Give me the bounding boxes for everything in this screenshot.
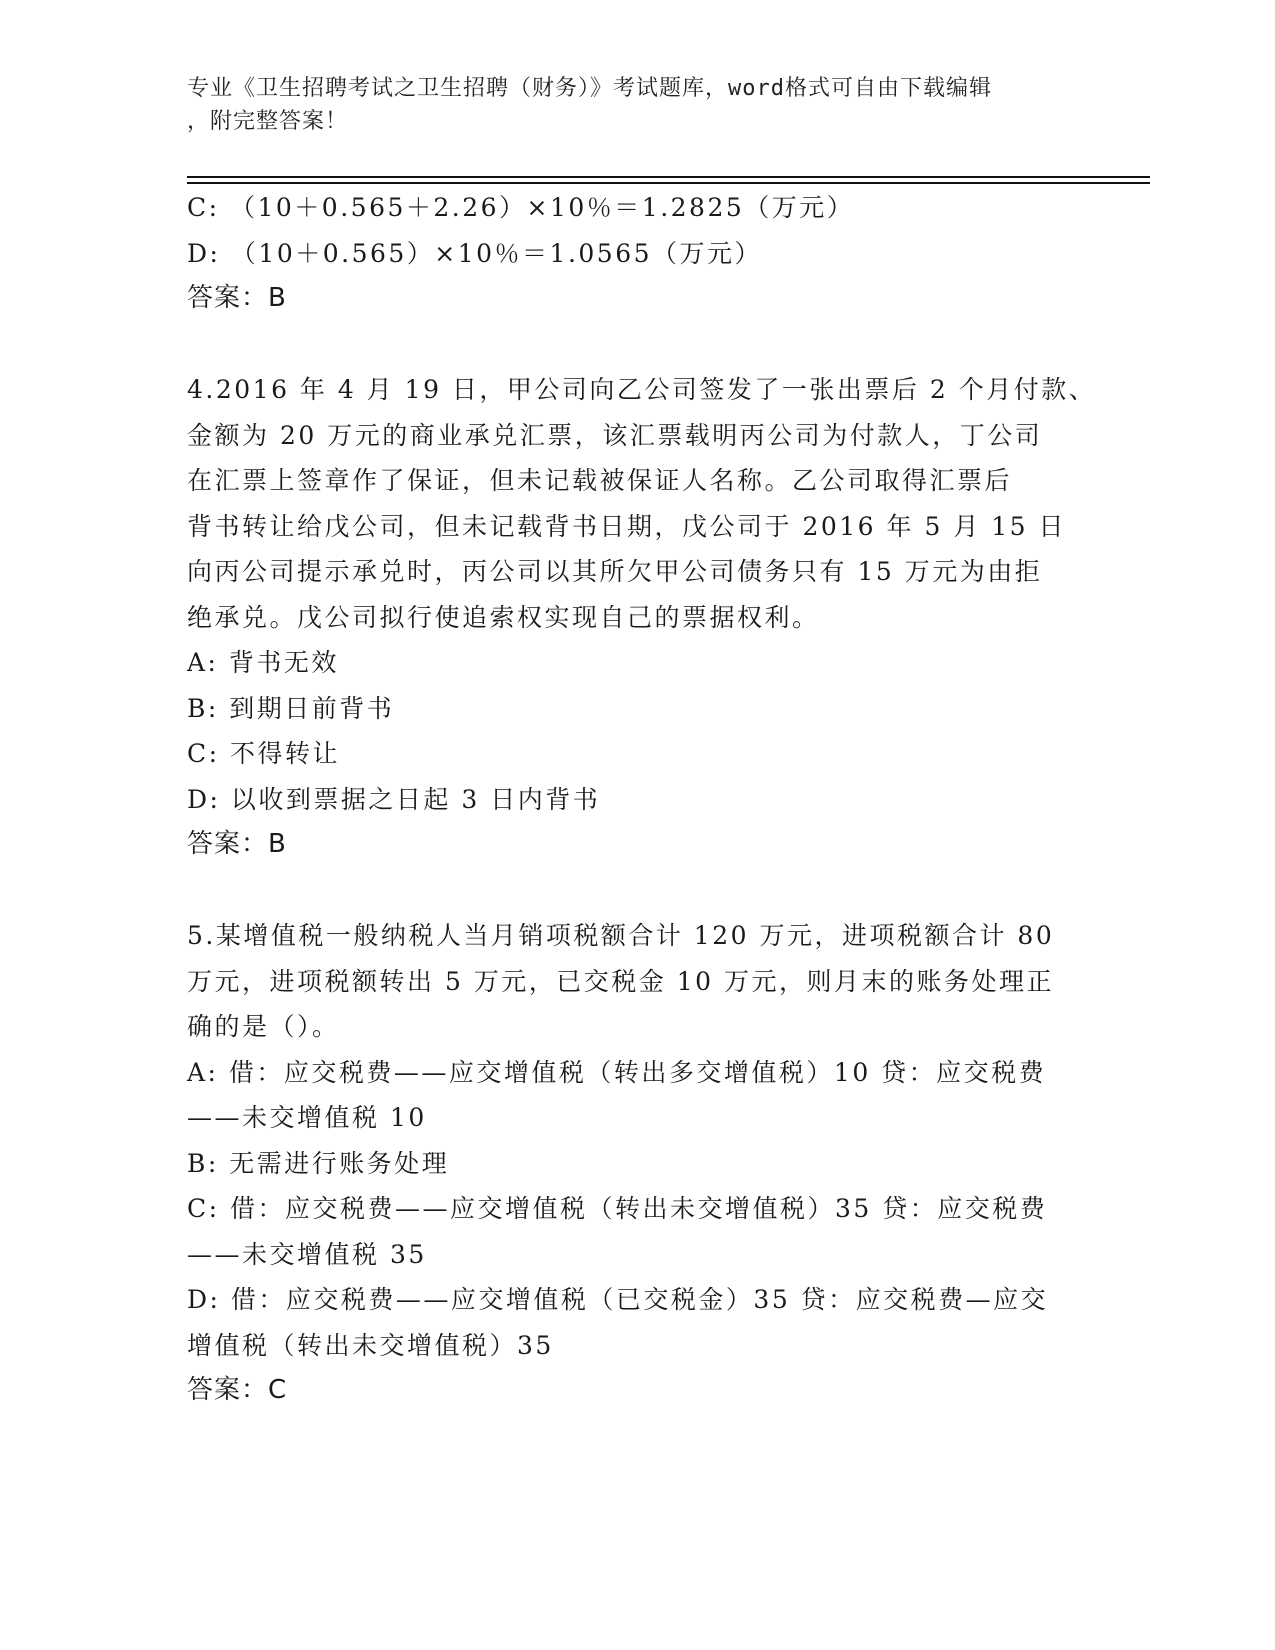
q5-stem-line: 5.某增值税一般纳税人当月销项税额合计 120 万元，进项税额合计 80 xyxy=(187,921,1055,950)
header-title-line-2: ，附完整答案！ xyxy=(187,109,349,134)
q4-stem-line: 背书转让给戊公司，但未记载背书日期，戊公司于 2016 年 5 月 15 日 xyxy=(187,511,1067,541)
question-3 xyxy=(187,185,1087,322)
header-divider-bottom xyxy=(187,182,1150,184)
q5-option-c: C: 借：应交税费——应交增值税（转出未交增值税）35 贷：应交税费 xyxy=(187,1194,1048,1223)
q4-option-c: C: 不得转让 xyxy=(187,739,340,768)
header-title-line-1: 专业《卫生招聘考试之卫生招聘（财务）》考试题库，word格式可自由下载编辑 xyxy=(187,76,992,101)
q4-option-d: D: 以收到票据之日起 3 日内背书 xyxy=(187,784,601,814)
q5-option-a: A: 借：应交税费——应交增值税（转出多交增值税）10 贷：应交税费 xyxy=(187,1057,1047,1087)
q4-option-b: B: 到期日前背书 xyxy=(187,693,395,723)
q4-stem-line: 4.2016 年 4 月 19 日，甲公司向乙公司签发了一张出票后 2 个月付款、 xyxy=(187,375,1097,404)
q4-option-a: A: 背书无效 xyxy=(187,648,339,677)
q5-stem-line: 确的是（）。 xyxy=(187,1012,340,1041)
q3-option-c: C: （10＋0.565＋2.26）×10％＝1.2825（万元） xyxy=(187,193,855,222)
document-body xyxy=(187,185,1097,1414)
q4-stem-line: 在汇票上签章作了保证，但未记载被保证人名称。乙公司取得汇票后 xyxy=(187,466,1013,495)
q5-option-c-cont: ——未交增值税 35 xyxy=(187,1239,427,1269)
question-5 xyxy=(187,913,1087,1414)
q5-answer: 答案：C xyxy=(187,1375,288,1405)
q4-answer: 答案：B xyxy=(187,829,287,859)
question-4 xyxy=(187,367,1097,868)
q4-stem-line: 金额为 20 万元的商业承兑汇票，该汇票载明丙公司为付款人，丁公司 xyxy=(187,420,1043,450)
q4-stem-line: 向丙公司提示承兑时，丙公司以其所欠甲公司债务只有 15 万元为由拒 xyxy=(187,557,1043,586)
spacer xyxy=(187,868,1087,914)
q3-answer: 答案：B xyxy=(187,283,287,313)
q5-option-d: D: 借：应交税费——应交增值税（已交税金）35 贷：应交税费—应交 xyxy=(187,1285,1049,1314)
header-divider-top xyxy=(187,176,1150,178)
q3-option-d: D: （10＋0.565）×10％＝1.0565（万元） xyxy=(187,238,763,268)
spacer xyxy=(187,322,1087,368)
q5-option-b: B: 无需进行账务处理 xyxy=(187,1148,450,1178)
document-header xyxy=(187,72,1087,138)
q5-stem-line: 万元，进项税额转出 5 万元，已交税金 10 万元，则月末的账务处理正 xyxy=(187,966,1055,996)
q5-option-d-cont: 增值税（转出未交增值税）35 xyxy=(187,1330,554,1360)
q4-stem-line: 绝承兑。戊公司拟行使追索权实现自己的票据权利。 xyxy=(187,602,820,632)
q5-option-a-cont: ——未交增值税 10 xyxy=(187,1103,427,1132)
